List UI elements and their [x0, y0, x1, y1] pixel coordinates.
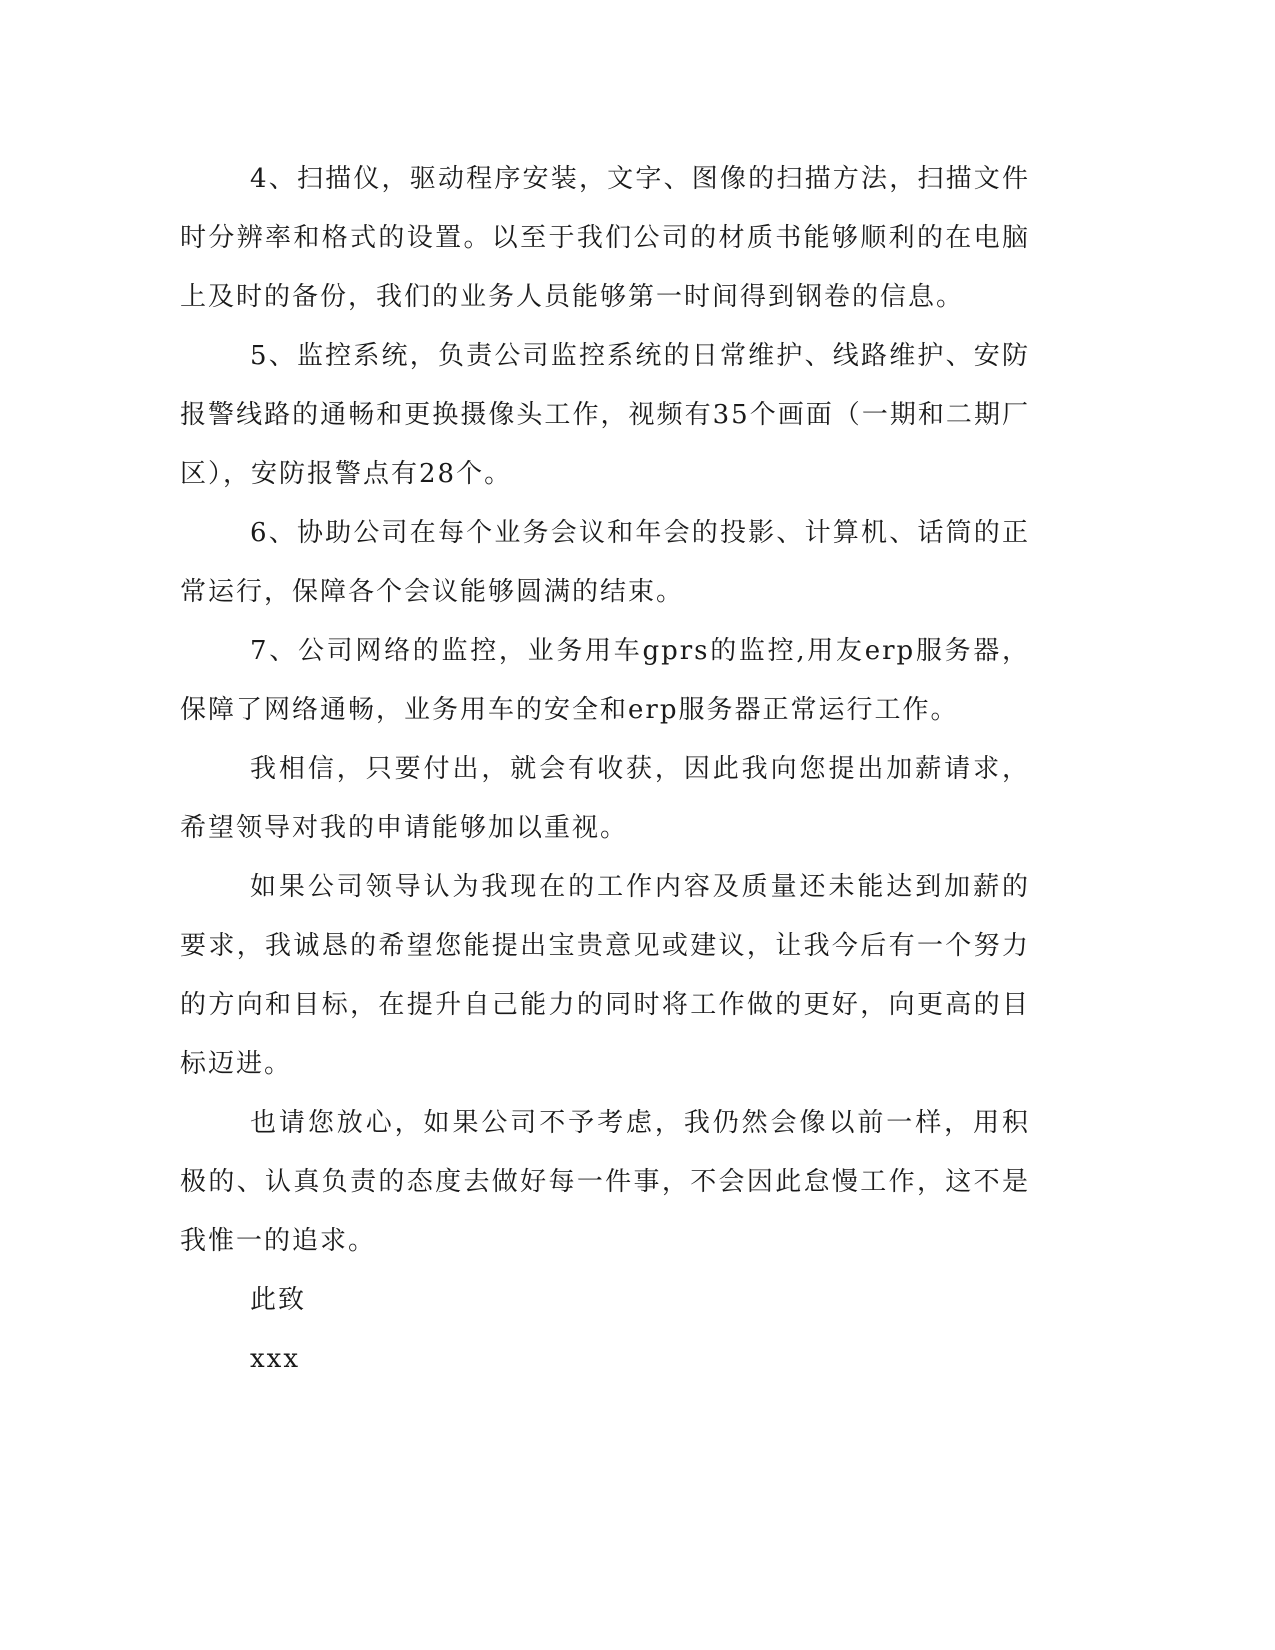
paragraph-meeting-support: 6、协助公司在每个业务会议和年会的投影、计算机、话筒的正常运行，保障各个会议能够圆满的结束。 — [180, 518, 1030, 607]
paragraph-network-monitoring: 7、公司网络的监控，业务用车gprs的监控,用友erp服务器，保障了网络通畅，业务用车的安全和erp服务器正常运行工作。 — [180, 636, 1030, 725]
letter-body — [180, 150, 1030, 1389]
paragraph-feedback-request: 如果公司领导认为我现在的工作内容及质量还未能达到加薪的要求，我诚恳的希望您能提出宝贵意见或建议，让我今后有一个努力的方向和目标，在提升自己能力的同时将工作做的更好，向更高的目标迈进。 — [180, 872, 1030, 1079]
paragraph-commitment: 也请您放心，如果公司不予考虑，我仍然会像以前一样，用积极的、认真负责的态度去做好每一件事，不会因此怠慢工作，这不是我惟一的追求。 — [180, 1108, 1030, 1256]
paragraph-scanner: 4、扫描仪，驱动程序安装，文字、图像的扫描方法，扫描文件时分辨率和格式的设置。以至于我们公司的材质书能够顺利的在电脑上及时的备份，我们的业务人员能够第一时间得到钢卷的信息。 — [180, 164, 1030, 312]
paragraph-monitoring-system: 5、监控系统，负责公司监控系统的日常维护、线路维护、安防报警线路的通畅和更换摄像头工作，视频有35个画面（一期和二期厂区），安防报警点有28个。 — [180, 341, 1030, 489]
paragraph-raise-request: 我相信，只要付出，就会有收获，因此我向您提出加薪请求，希望领导对我的申请能够加以重视。 — [180, 754, 1030, 843]
closing-salutation: 此致 — [250, 1285, 307, 1315]
signature: xxx — [250, 1344, 300, 1374]
